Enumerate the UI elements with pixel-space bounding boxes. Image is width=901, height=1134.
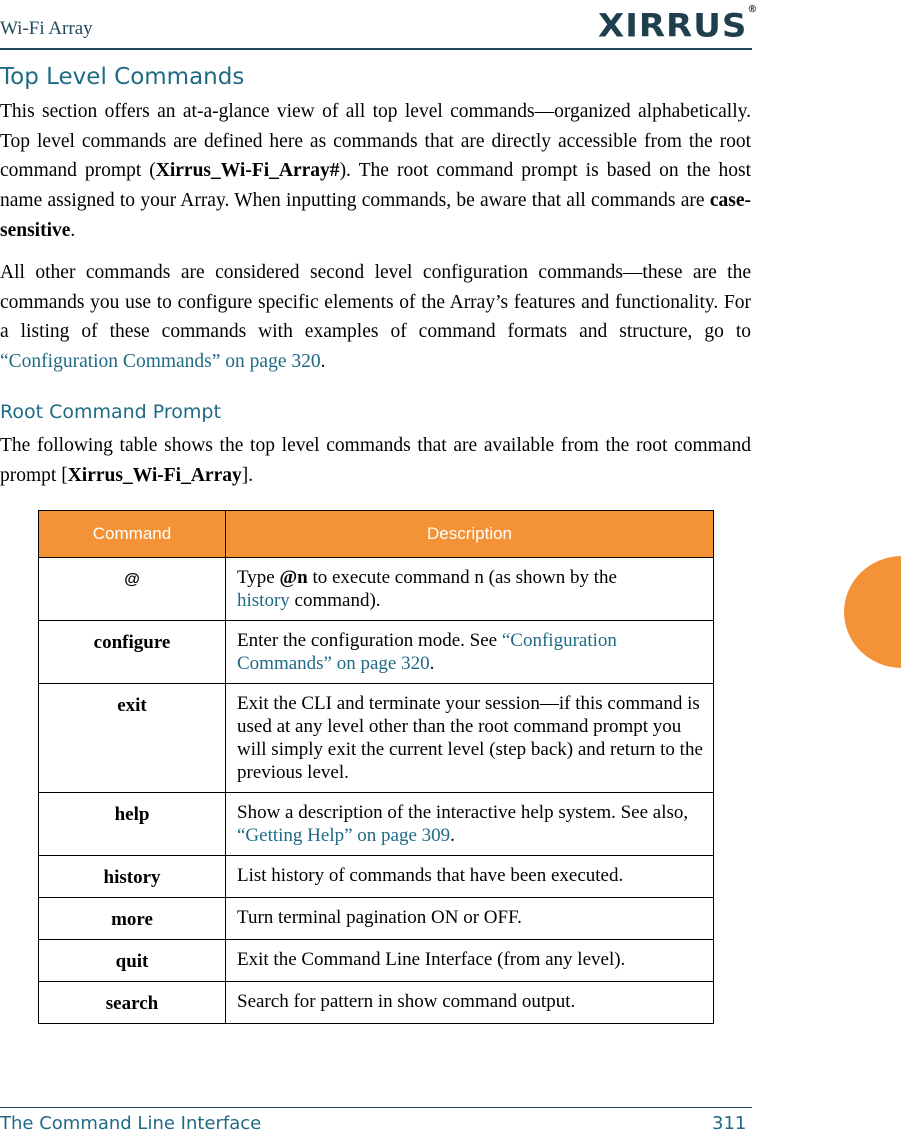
config-commands-link[interactable]: “Configuration Commands” on page 320 [0, 351, 321, 373]
command-cell: help [39, 793, 226, 856]
page-number: 311 [712, 1113, 747, 1134]
section-title: Top Level Commands [0, 64, 245, 90]
footer-rule [0, 1107, 752, 1108]
description-cell: Show a description of the interactive help system. See also, “Getting Help” on page 309. [226, 793, 714, 856]
table-row [39, 621, 714, 684]
getting-help-link[interactable]: “Getting Help” on page 309 [237, 825, 451, 846]
footer-chapter-title: The Command Line Interface [0, 1113, 262, 1134]
command-cell: more [39, 898, 226, 940]
table-intro-paragraph: The following table shows the top level commands that are available from the root command prompt [Xirrus_Wi-Fi_Array]. [0, 435, 751, 486]
history-link[interactable]: history [237, 590, 290, 611]
chapter-tab-marker [844, 556, 901, 668]
description-cell: Type @n to execute command n (as shown by the history command). [226, 558, 714, 621]
description-cell: Exit the Command Line Interface (from any level). [226, 940, 714, 982]
description-cell: Enter the configuration mode. See “Configuration Commands” on page 320. [226, 621, 714, 684]
command-cell: exit [39, 684, 226, 793]
intro-paragraph: This section offers an at-a-glance view of all top level commands—organized alphabetically. Top level commands are defined here as commands that are directly accessible from the root command prompt (Xirrus_Wi-Fi_Array#). The root command prompt is based on the host name assigned to your Array. When inputting commands, be aware that all commands are case-sensitive. [0, 101, 752, 241]
command-cell: @ [39, 558, 226, 621]
description-column-header: Description [226, 511, 714, 558]
table-row [39, 982, 714, 1024]
command-table [38, 510, 714, 1024]
config-commands-link[interactable]: “Configuration Commands” on page 320 [237, 630, 617, 674]
xirrus-logo [598, 3, 759, 45]
logo-text: XIRRUS [598, 7, 748, 45]
description-cell: Search for pattern in show command output. [226, 982, 714, 1024]
table-row [39, 558, 714, 621]
description-cell: List history of commands that have been executed. [226, 856, 714, 898]
command-cell: history [39, 856, 226, 898]
header-rule [0, 48, 752, 50]
running-header-title: Wi-Fi Array [0, 18, 93, 39]
description-cell: Turn terminal pagination ON or OFF. [226, 898, 714, 940]
command-column-header: Command [39, 511, 226, 558]
command-cell: configure [39, 621, 226, 684]
table-row [39, 856, 714, 898]
subsection-title: Root Command Prompt [0, 401, 221, 423]
table-row [39, 684, 714, 793]
table-row [39, 898, 714, 940]
command-cell: search [39, 982, 226, 1024]
table-row [39, 940, 714, 982]
table-header-row [39, 511, 714, 558]
table-row [39, 793, 714, 856]
command-cell: quit [39, 940, 226, 982]
second-level-paragraph: All other commands are considered second level configuration commands—these are the commands you use to configure specific elements of the Array’s features and functionality. For a listing of these commands with examples of command formats and structure, go to “Configuration Commands” on page 320. [0, 262, 751, 373]
description-cell: Exit the CLI and terminate your session—if this command is used at any level other than the root command prompt you will simply exit the current level (step back) and return to the previous level. [226, 684, 714, 793]
registered-mark: ® [747, 3, 759, 15]
